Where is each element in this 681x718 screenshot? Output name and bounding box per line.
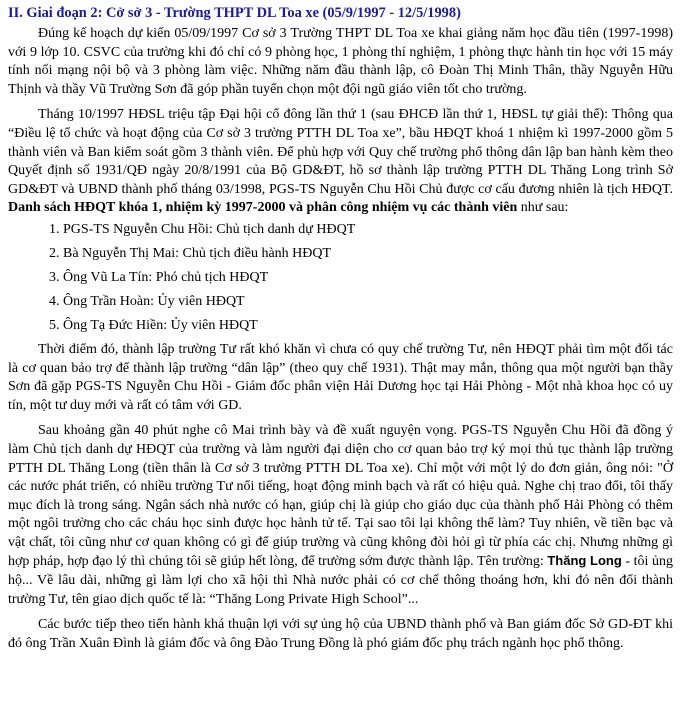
paragraph-tail: - tôi ủng hộ... Về lâu dài, những gì làm lợi cho xã hội thì Nhà nước phải có cơ chế thông thoáng hơn, khi đó nên đổi thành trường Tư, tên giao dịch quốc tế là: “Thăng Long Private High School”...	[8, 554, 673, 607]
paragraph-text: Tháng 10/1997 HĐSL triệu tập Đại hội cổ đông lần thứ 1 (sau ĐHCĐ lần thứ 1, HĐSL tự giải thể): Thông qua “Điều lệ tổ chức và hoạt động của Cơ sở 3 trường PTTH DL Toa xe”, bầu HĐQT khoá 1 nhiệm kì 1997-2000 gồm 5 thành viên và Ban kiểm soát gồm 3 thành viên. Để phù hợp với Quy chế trường phổ thông dân lập ban hành kèm theo Quyết định số 1931/QĐ ngày 20/8/1991 của Bộ GD&ĐT, hồ sơ thành lập trường PTTH DL Thăng Long trình Sở GD&ĐT và UBND thành phố tháng 03/1998, PGS-TS Nguyễn Chu Hồi Chủ được cơ cấu đương nhiên là tịch HĐQT.	[8, 107, 673, 197]
list-item: 1. PGS-TS Nguyễn Chu Hồi: Chủ tịch danh dự HĐQT	[49, 221, 356, 237]
paragraph-meeting-quote	[8, 422, 673, 609]
board-list-intro-bold: Danh sách HĐQT khóa 1, nhiệm kỳ 1997-2000 và phân công nhiệm vụ các thành viên	[8, 200, 518, 216]
paragraph-opening: Đúng kế hoạch dự kiến 05/09/1997 Cơ sở 3 Trường THPT DL Toa xe khai giảng năm học đầu tiên (1997-1998) với 9 lớp 10. CSVC của trường khi đó chỉ có 9 phòng học, 1 phòng thí nghiệm, 1 phòng thực hành tin học với 15 máy tính nối mạng nội bộ và 3 phòng làm việc. Những năm đầu thành lập, cô Đoàn Thị Minh Thân, thầy Nguyễn Hữu Thịnh và thầy Vũ Trường Sơn đã góp phần tuyển chọn một đội ngũ giáo viên tốt cho trường.	[8, 26, 673, 97]
paragraph-sponsor: Thời điểm đó, thành lập trường Tư rất khó khăn vì chưa có quy chế trường Tư, nên HĐQT phải tìm một đối tác là cơ quan bảo trợ để thành lập trường “dân lập” (theo quy chế 1931). Thật may mắn, thông qua một người bạn thầy Sơn đã gặp PGS-TS Nguyễn Chu Hồi - Giám đốc phân viện Hải Dương học tại Hải Phòng - Một nhà khoa học có uy tín, một tư duy mới và rất có tâm với GD.	[8, 341, 673, 413]
paragraph-shareholders-meeting	[8, 106, 673, 218]
list-item: 5. Ông Tạ Đức Hiền: Ủy viên HĐQT	[49, 317, 258, 333]
list-item: 2. Bà Nguyễn Thị Mai: Chủ tịch điều hành HĐQT	[49, 245, 332, 261]
list-item: 3. Ông Vũ La Tín: Phó chủ tịch HĐQT	[49, 269, 269, 285]
school-name-bold: Thăng Long	[547, 553, 622, 569]
paragraph-next-steps: Các bước tiếp theo tiến hành khá thuận lợi với sự ủng hộ của UBND thành phố và Ban giám đốc Sở GD-ĐT khi đó ông Trần Xuân Đình là giám đốc và ông Đào Trung Đồng là phó giám đốc phụ trách ngành học phổ thông.	[8, 617, 673, 651]
section-heading: II. Giai đoạn 2: Cở sở 3 - Trường THPT DL Toa xe (05/9/1997 - 12/5/1998)	[8, 5, 461, 21]
list-item: 4. Ông Trần Hoàn: Ủy viên HĐQT	[49, 293, 245, 309]
board-member-list	[8, 221, 673, 335]
paragraph-text: Sau khoảng gần 40 phút nghe cô Mai trình bày và đề xuất nguyện vọng. PGS-TS Nguyễn Chu Hồi đã đồng ý làm Chủ tịch danh dự HĐQT của trường và làm người đại diện cho cơ quan bảo trợ ký mọi thủ tục thành lập trường PTTH DL Thăng Long (tiền thân là Cơ sở 3 trường PTTH DL Toa xe). Chỉ một với một lý do đơn giản, ông nói: "Ở các nước phát triển, có nhiều trường Tư nổi tiếng, hoạt động minh bạch và rất có hiệu quả. Nghe chị trao đổi, tôi thấy mục đích là trong sáng. Ngân sách nhà nước có hạn, giúp chị là giúp cho giáo dục của thành phố Hải Phòng có thêm một ngôi trường cho các cháu học sinh được học hành tử tế. Tại sao tôi lại không thể làm? Tuy nhiên, về tiền bạc và vật chất, tôi cũng như cơ quan không có gì để giúp trường và cũng không đòi hỏi gì từ phía các chị. Nhưng những gì hợp pháp, hợp đạo lý thì chúng tôi sẽ giúp hết lòng, để trường sớm được thành lập. Tên trường:	[8, 423, 673, 570]
paragraph-tail: như sau:	[520, 200, 569, 216]
